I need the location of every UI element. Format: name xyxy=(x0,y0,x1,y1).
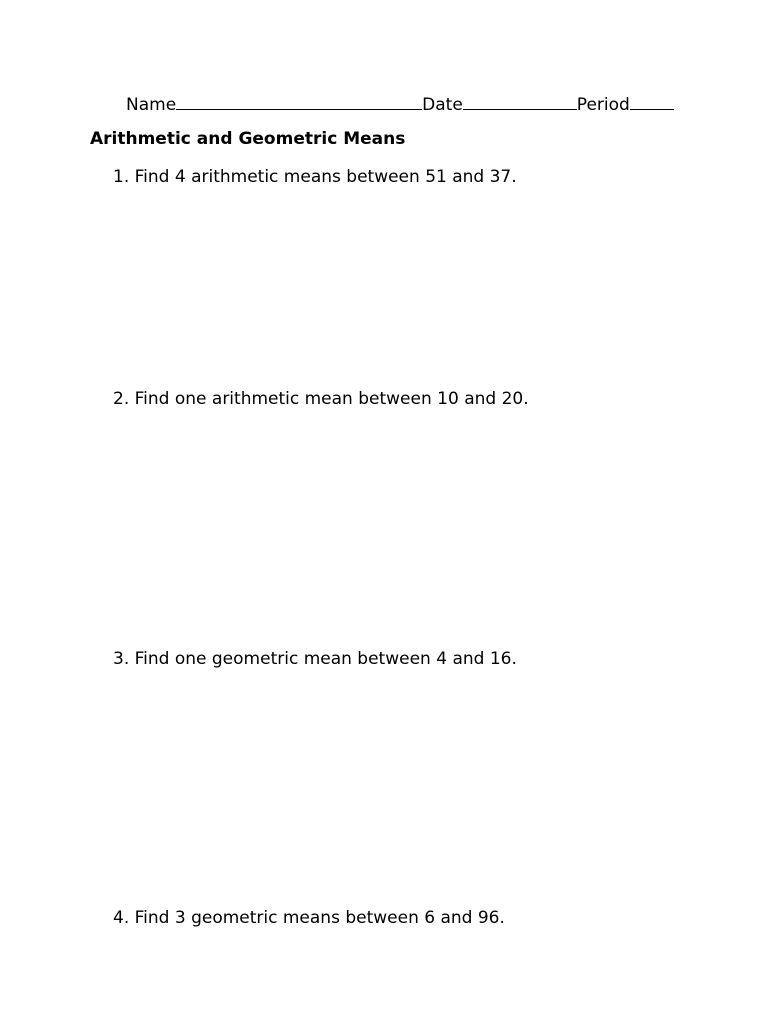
name-blank[interactable] xyxy=(176,92,422,110)
period-blank[interactable] xyxy=(630,92,674,110)
question-2: 2. Find one arithmetic mean between 10 and 20. xyxy=(113,389,529,409)
date-label: Date xyxy=(422,95,463,115)
period-label: Period xyxy=(576,95,630,115)
question-4: 4. Find 3 geometric means between 6 and 96. xyxy=(113,908,505,928)
question-1: 1. Find 4 arithmetic means between 51 and 37. xyxy=(113,167,517,187)
name-label: Name xyxy=(126,95,177,115)
date-blank[interactable] xyxy=(463,92,577,110)
question-3: 3. Find one geometric mean between 4 and 16. xyxy=(113,649,517,669)
worksheet-title: Arithmetic and Geometric Means xyxy=(90,129,406,149)
student-info-line xyxy=(126,92,674,115)
